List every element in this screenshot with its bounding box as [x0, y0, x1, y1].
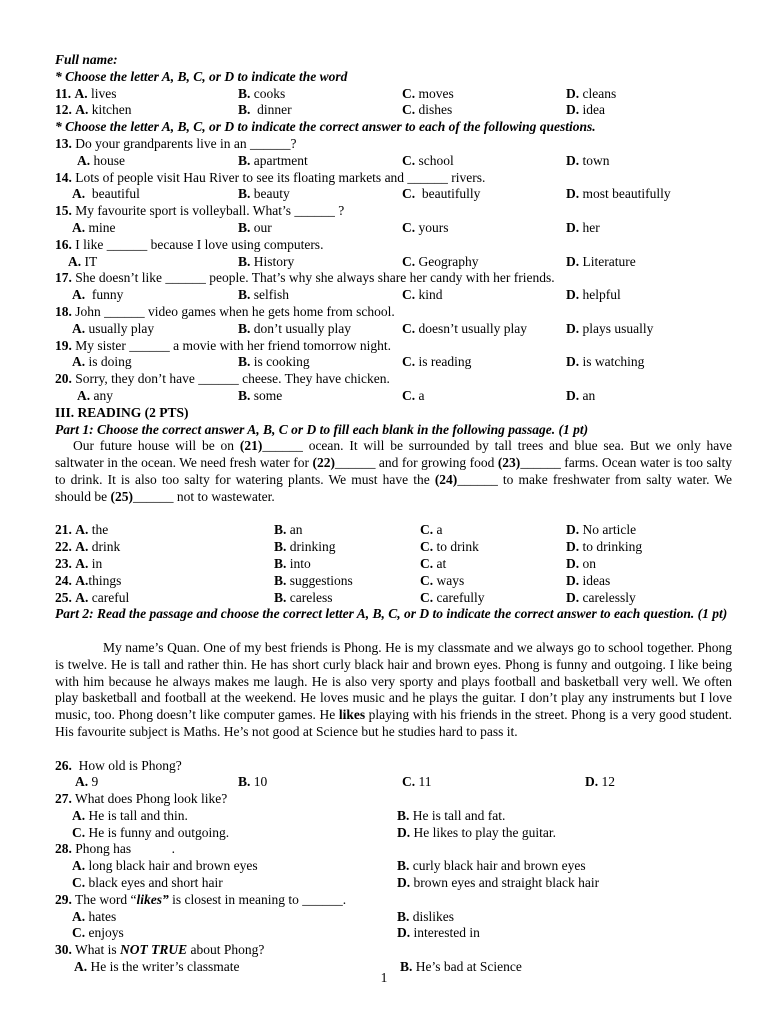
option-d: on — [582, 555, 596, 571]
option-a: hates — [88, 908, 117, 924]
option-c: 11 — [418, 774, 432, 790]
question-28: 28. Phong has . — [55, 841, 176, 857]
question-27-options-ab: A. He is tall and thin. B. He is tall and fat. — [72, 807, 506, 823]
option-c: moves — [418, 85, 454, 101]
question-number: 11. — [55, 85, 72, 101]
option-a: in — [91, 555, 103, 571]
option-d: most beautifully — [582, 186, 671, 202]
option-d: idea — [582, 102, 605, 118]
option-c: school — [418, 152, 454, 168]
question-number: 12. — [55, 102, 72, 118]
question-27: 27. What does Phong look like? — [55, 791, 228, 807]
option-a: careful — [91, 589, 130, 605]
option-a: IT — [84, 253, 98, 269]
option-b: curly black hair and brown eyes — [412, 858, 586, 874]
question-18-options: A. usually play B. don’t usually play C. doesn’t usually play D. plays usually — [72, 320, 654, 336]
reading-passage-1: Our future house will be on (21)______ ocean. It will be surrounded by tall trees and blue sea. But we only have saltwater in the ocean. We need fresh water for (22)______ and for growing food (23)______ farms. Ocean water is too salty to drink. It is also too salty for watering plants. We must have the (24)______ to make freshwater from salty water. We should be (25)______ not to wastewater. — [55, 438, 733, 504]
reading-passage-2: My name’s Quan. One of my best friends is Phong. He is my classmate and we always go to school together. Phong is twelve. He is tall and rather thin. He has short curly black hair and brown eyes. Phong is funny and outgoing. I like being with him because he always makes me laugh. He is also very sporty and plays football and basketball very well. We often play basketball and football at the weekend. He loves music and he plays the guitar. I don’t play any instruments but I love music, too. Phong doesn’t like computer games. He likes playing with his friends in the street. Phong is a very good student. His favourite subject is Maths. He’s not good at Science but he studies hard to pass it. — [55, 639, 732, 739]
option-b: History — [253, 253, 295, 269]
option-d: her — [582, 219, 600, 235]
option-b: apartment — [253, 152, 308, 168]
question-13-options: A. house B. apartment C. school D. town — [77, 152, 610, 168]
option-b: don’t usually play — [253, 320, 352, 336]
option-c: carefully — [436, 589, 485, 605]
question-23-options: 23. A. in B. into C. at D. on — [55, 555, 596, 571]
question-12-options: 12. A. kitchen B. dinner C. dishes D. idea — [55, 102, 605, 118]
question-22-options: 22. A. drink B. drinking C. to drink D. to drinking — [55, 539, 643, 555]
option-d: ideas — [582, 572, 611, 588]
question-17-options: A. funny B. selfish C. kind D. helpful — [72, 287, 621, 303]
option-b: dislikes — [412, 908, 455, 924]
option-b: dinner — [257, 102, 292, 118]
option-a: He is the writer’s classmate — [90, 959, 240, 975]
option-d: plays usually — [582, 320, 654, 336]
question-21-options: 21. A. the B. an C. a D. No article — [55, 522, 637, 538]
option-b: beauty — [253, 186, 290, 202]
question-24-options: 24. A.things B. suggestions C. ways D. ideas — [55, 572, 611, 588]
option-c: black eyes and short hair — [88, 875, 223, 891]
option-d: 12 — [601, 774, 615, 790]
option-c: at — [436, 555, 447, 571]
option-d: No article — [582, 522, 637, 538]
option-b: an — [289, 522, 303, 538]
option-a: lives — [91, 85, 117, 101]
option-c: a — [418, 387, 425, 403]
option-d: cleans — [582, 85, 617, 101]
option-c: to drink — [436, 539, 479, 555]
question-19: 19. My sister ______ a movie with her friend tomorrow night. — [55, 337, 391, 353]
option-d: carelessly — [582, 589, 636, 605]
question-27-options-cd: C. He is funny and outgoing. D. He likes to play the guitar. — [72, 824, 556, 840]
option-b: some — [253, 387, 283, 403]
option-b: is cooking — [253, 354, 310, 370]
question-29-options-ab: A. hates B. dislikes — [72, 908, 455, 924]
option-c: a — [436, 522, 443, 538]
question-28-options-cd: C. black eyes and short hair D. brown eyes and straight black hair — [72, 875, 600, 891]
question-14-options: A. beautiful B. beauty C. beautifully D. most beautifully — [72, 186, 671, 202]
question-26-options: A. 9 B. 10 C. 11 D. 12 — [75, 774, 615, 790]
option-b: cooks — [253, 85, 286, 101]
option-c: kind — [418, 287, 443, 303]
option-a: things — [88, 572, 122, 588]
option-d: town — [582, 152, 610, 168]
option-a: any — [93, 387, 113, 403]
option-d: brown eyes and straight black hair — [413, 875, 600, 891]
option-a: house — [93, 152, 125, 168]
option-d: interested in — [413, 925, 480, 941]
option-b: He is tall and fat. — [412, 807, 506, 823]
page-number: 1 — [380, 970, 388, 985]
question-25-options: 25. A. careful B. careless C. carefully D. carelessly — [55, 589, 636, 605]
option-a: funny — [91, 287, 124, 303]
question-20-options: A. any B. some C. a D. an — [77, 387, 596, 403]
option-a: long black hair and brown eyes — [88, 858, 258, 874]
option-b: 10 — [253, 774, 268, 790]
option-b: into — [289, 555, 311, 571]
option-c: Geography — [418, 253, 479, 269]
option-c: yours — [418, 219, 449, 235]
exam-page — [55, 52, 732, 976]
option-b: selfish — [253, 287, 290, 303]
question-14: 14. Lots of people visit Hau River to see its floating markets and ______ rivers. — [55, 169, 486, 185]
question-28-options-ab: A. long black hair and brown eyes B. curly black hair and brown eyes — [72, 858, 586, 874]
option-b: drinking — [289, 539, 336, 555]
reading-part2-instruction: Part 2: Read the passage and choose the correct letter A, B, C, or D to indicate the correct answer to each question. (1 pt) — [55, 606, 728, 622]
option-b: our — [253, 219, 272, 235]
question-15-options: A. mine B. our C. yours D. her — [72, 219, 600, 235]
question-13: 13. Do your grandparents live in an ______? — [55, 135, 297, 151]
question-16: 16. I like ______ because I love using computers. — [55, 236, 324, 252]
option-c: enjoys — [88, 925, 124, 941]
option-a: drink — [91, 539, 121, 555]
question-20: 20. Sorry, they don’t have ______ cheese. They have chicken. — [55, 371, 390, 387]
option-d: to drinking — [582, 539, 643, 555]
question-30-options-ab: A. He is the writer’s classmate B. He’s bad at Science — [74, 959, 522, 975]
question-19-options: A. is doing B. is cooking C. is reading D. is watching — [72, 354, 645, 370]
full-name-label: Full name: — [55, 52, 118, 67]
question-26: 26. How old is Phong? — [55, 757, 182, 773]
reading-part1-instruction: Part 1: Choose the correct answer A, B, C or D to fill each blank in the following passage. (1 pt) — [55, 421, 589, 437]
option-d: is watching — [582, 354, 645, 370]
option-c: He is funny and outgoing. — [88, 824, 230, 840]
option-a: kitchen — [91, 102, 132, 118]
question-16-options: A. IT B. History C. Geography D. Literature — [68, 253, 636, 269]
option-d: He likes to play the guitar. — [413, 824, 556, 840]
option-a: the — [91, 522, 109, 538]
option-c: dishes — [418, 102, 453, 118]
question-11-options: 11. A. lives B. cooks C. moves D. cleans — [55, 85, 617, 101]
option-a: He is tall and thin. — [88, 807, 188, 823]
option-d: Literature — [582, 253, 636, 269]
question-29: 29. The word “likes” is closest in meaning to ______. — [55, 891, 347, 907]
question-17: 17. She doesn’t like ______ people. That’s why she always share her candy with her friends. — [55, 270, 555, 286]
question-29-options-cd: C. enjoys D. interested in — [72, 925, 480, 941]
reading-title: III. READING (2 PTS) — [55, 404, 189, 420]
instruction-questions: * Choose the letter A, B, C, or D to indicate the correct answer to each of the following questions. — [55, 119, 596, 135]
option-b: He’s bad at Science — [415, 959, 522, 975]
option-a: beautiful — [91, 186, 140, 202]
option-a: 9 — [91, 774, 99, 790]
question-18: 18. John ______ video games when he gets home from school. — [55, 303, 395, 319]
question-15: 15. My favourite sport is volleyball. What’s ______ ? — [55, 203, 345, 219]
option-d: an — [582, 387, 596, 403]
option-c: ways — [436, 572, 465, 588]
option-a: mine — [88, 219, 116, 235]
option-d: helpful — [582, 287, 621, 303]
option-c: beautifully — [421, 186, 481, 202]
option-b: careless — [289, 589, 333, 605]
option-c: is reading — [418, 354, 472, 370]
question-30: 30. What is NOT TRUE about Phong? — [55, 942, 265, 958]
option-c: doesn’t usually play — [418, 320, 527, 336]
option-a: is doing — [88, 354, 132, 370]
instruction-word: * Choose the letter A, B, C, or D to indicate the word — [55, 68, 348, 84]
option-b: suggestions — [289, 572, 353, 588]
option-a: usually play — [88, 320, 155, 336]
